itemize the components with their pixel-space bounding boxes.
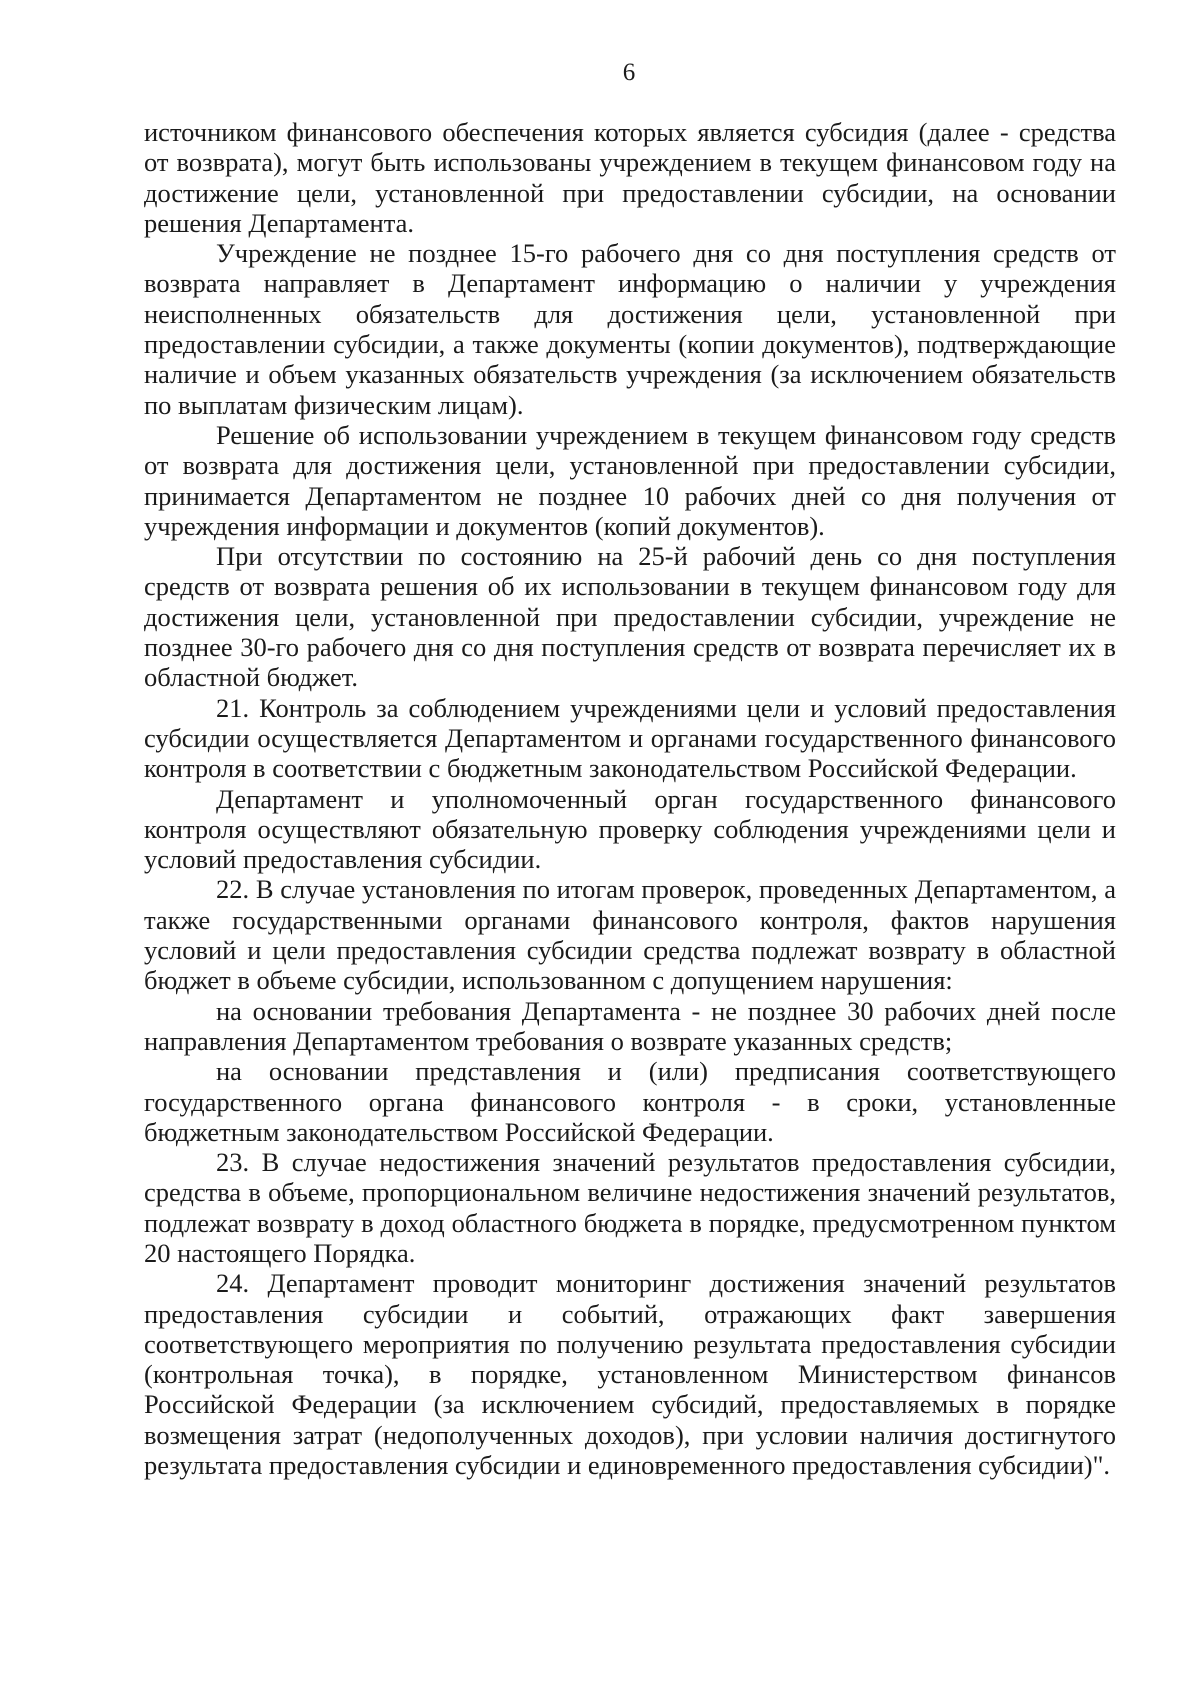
paragraph-2: Учреждение не позднее 15-го рабочего дня со дня поступления средств от возврата направляет в Департамент информацию о наличии у учреждения неисполненных обязательств для достижения цели, установленной при предоставлении субсидии, а также документы (копии документов), подтверждающие наличие и объем указанных обязательств учреждения (за исключением обязательств по выплатам физическим лицам).	[144, 238, 1116, 420]
paragraph-7: 22. В случае установления по итогам проверок, проведенных Департаментом, а также государственными органами финансового контроля, фактов нарушения условий и цели предоставления субсидии средства подлежат возврату в областной бюджет в объеме субсидии, использованном с допущением нарушения:	[144, 874, 1116, 996]
page-number: 6	[622, 59, 636, 86]
paragraph-8: на основании требования Департамента - не позднее 30 рабочих дней после направления Департаментом требования о возврате указанных средств;	[144, 995, 1116, 1056]
paragraph-6: Департамент и уполномоченный орган государственного финансового контроля осуществляют обязательную проверку соблюдения учреждениями цели и условий предоставления субсидии.	[144, 783, 1116, 875]
document-body	[144, 117, 1116, 1480]
paragraph-11: 24. Департамент проводит мониторинг достижения значений результатов предоставления субсидии и событий, отражающих факт завершения соответствующего мероприятия по получению результата предоставления субсидии (контрольная точка), в порядке, установленном Министерством финансов Российской Федерации (за исключением субсидий, предоставляемых в порядке возмещения затрат (недополученных доходов), при условии наличия достигнутого результата предоставления субсидии и единовременного предоставления субсидии)".	[144, 1268, 1116, 1481]
paragraph-4: При отсутствии по состоянию на 25-й рабочий день со дня поступления средств от возврата решения об их использовании в текущем финансовом году для достижения цели, установленной при предоставлении субсидии, учреждение не позднее 30-го рабочего дня со дня поступления средств от возврата перечисляет их в областной бюджет.	[144, 541, 1116, 693]
paragraph-1: источником финансового обеспечения которых является субсидия (далее - средства от возврата), могут быть использованы учреждением в текущем финансовом году на достижение цели, установленной при предоставлении субсидии, на основании решения Департамента.	[144, 117, 1116, 238]
paragraph-9: на основании представления и (или) предписания соответствующего государственного органа финансового контроля - в сроки, установленные бюджетным законодательством Российской Федерации.	[144, 1056, 1116, 1147]
paragraph-10: 23. В случае недостижения значений результатов предоставления субсидии, средства в объеме, пропорциональном величине недостижения значений результатов, подлежат возврату в доход областного бюджета в порядке, предусмотренном пунктом 20 настоящего Порядка.	[144, 1147, 1116, 1268]
paragraph-5: 21. Контроль за соблюдением учреждениями цели и условий предоставления субсидии осуществляется Департаментом и органами государственного финансового контроля в соответствии с бюджетным законодательством Российской Федерации.	[144, 692, 1116, 784]
paragraph-3: Решение об использовании учреждением в текущем финансовом году средств от возврата для достижения цели, установленной при предоставлении субсидии, принимается Департаментом не позднее 10 рабочих дней со дня получения от учреждения информации и документов (копий документов).	[144, 419, 1116, 541]
